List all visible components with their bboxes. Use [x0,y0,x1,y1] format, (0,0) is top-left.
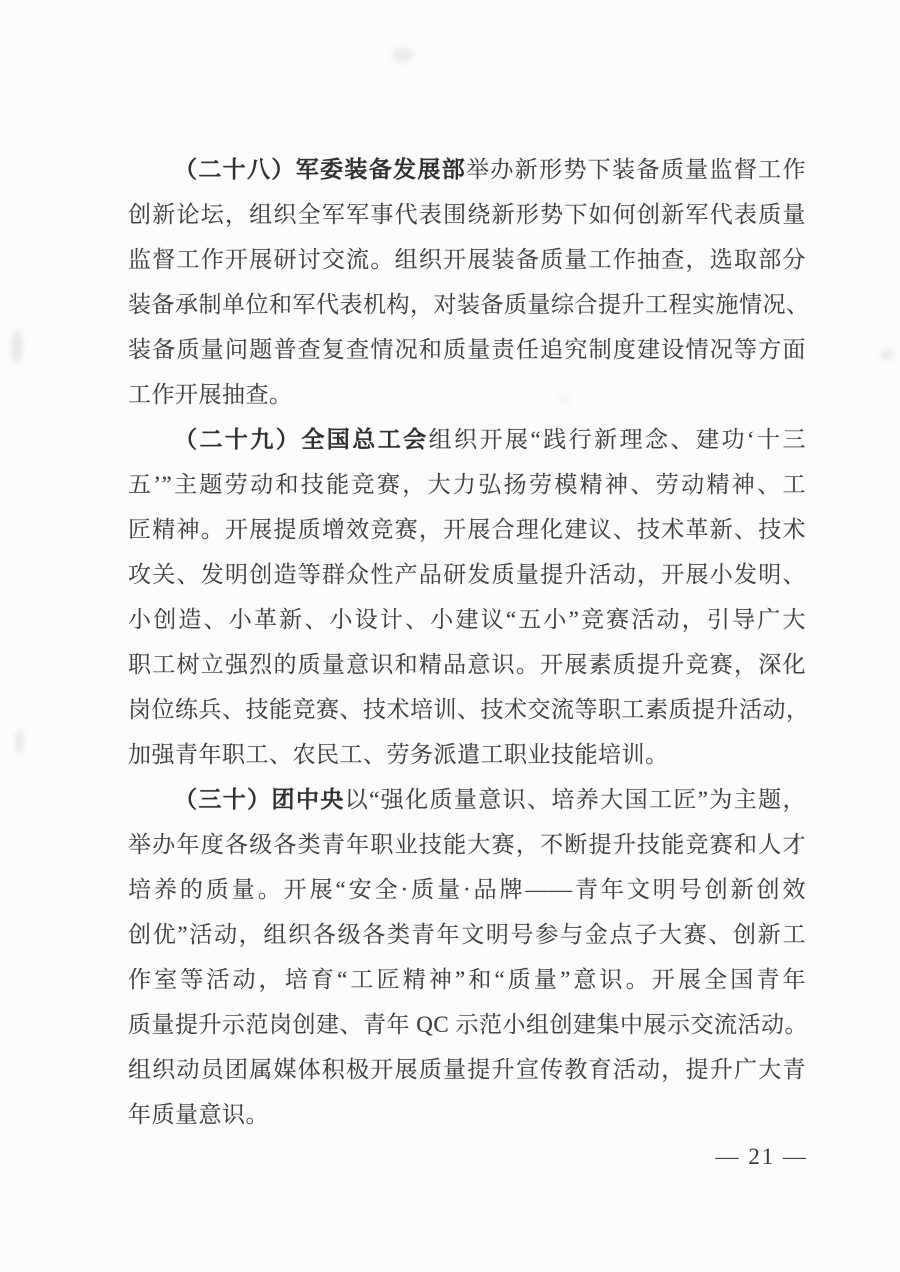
text-line: 加强青年职工、农民工、劳务派遣工职业技能培训。 [128,742,669,767]
paragraph-30-line-1 [128,777,806,822]
scan-smudge [12,330,22,364]
text-line: 培养的质量。开展“安全·质量·品牌——青年文明号创新创效 [128,877,806,902]
paragraph-29-first-line-text: 组织开展“践行新理念、建功‘十三 [428,427,806,452]
text-line: 装备质量问题普查复查情况和质量责任追究制度建设情况等方面 [128,337,806,362]
text-line: 装备承制单位和军代表机构，对装备质量综合提升工程实施情况、 [128,292,810,317]
text-line: 质量提升示范岗创建、青年 QC 示范小组创建集中展示交流活动。 [128,1012,808,1037]
text-line: 举办年度各级各类青年职业技能大赛，不断提升技能竞赛和人才 [128,832,806,857]
scan-smudge [392,48,414,62]
text-line: 组织动员团属媒体积极开展质量提升宣传教育活动，提升广大青 [128,1057,806,1082]
text-line: 作室等活动，培育“工匠精神”和“质量”意识。开展全国青年 [128,967,806,992]
paragraph-30-heading: （三十）团中央 [174,787,345,812]
text-line: 监督工作开展研讨交流。组织开展装备质量工作抽查，选取部分 [128,247,806,272]
scan-smudge [15,730,24,754]
text-line: 年质量意识。 [128,1102,269,1127]
text-line: 五’”主题劳动和技能竞赛，大力弘扬劳模精神、劳动精神、工 [128,472,806,497]
paragraph-29-line-1 [128,417,806,462]
text-line: 创新论坛，组织全军军事代表围绕新形势下如何创新军代表质量 [128,202,806,227]
paragraph-30-first-line-text: 以“强化质量意识、培养大国工匠”为主题， [344,787,807,812]
text-line: 小创造、小革新、小设计、小建议“五小”竞赛活动，引导广大 [128,607,806,632]
text-line: 职工树立强烈的质量意识和精品意识。开展素质提升竞赛，深化 [128,652,806,677]
text-line: 工作开展抽查。 [128,382,293,407]
paragraph-29-heading: （二十九）全国总工会 [174,427,429,452]
text-line: 匠精神。开展提质增效竞赛，开展合理化建议、技术革新、技术 [128,517,806,542]
scan-smudge [880,348,894,360]
paragraph-28-line-1 [128,147,806,192]
text-line: 攻关、发明创造等群众性产品研发质量提升活动，开展小发明、 [128,562,806,587]
paragraph-28-heading: （二十八）军委装备发展部 [174,157,467,182]
page-number: — 21 — [715,1144,808,1169]
text-block [128,147,810,1137]
paragraph-28-first-line-text: 举办新形势下装备质量监督工作 [466,157,807,182]
text-line: 创优”活动，组织各级各类青年文明号参与金点子大赛、创新工 [128,922,806,947]
text-line: 岗位练兵、技能竞赛、技术培训、技术交流等职工素质提升活动， [128,697,810,722]
